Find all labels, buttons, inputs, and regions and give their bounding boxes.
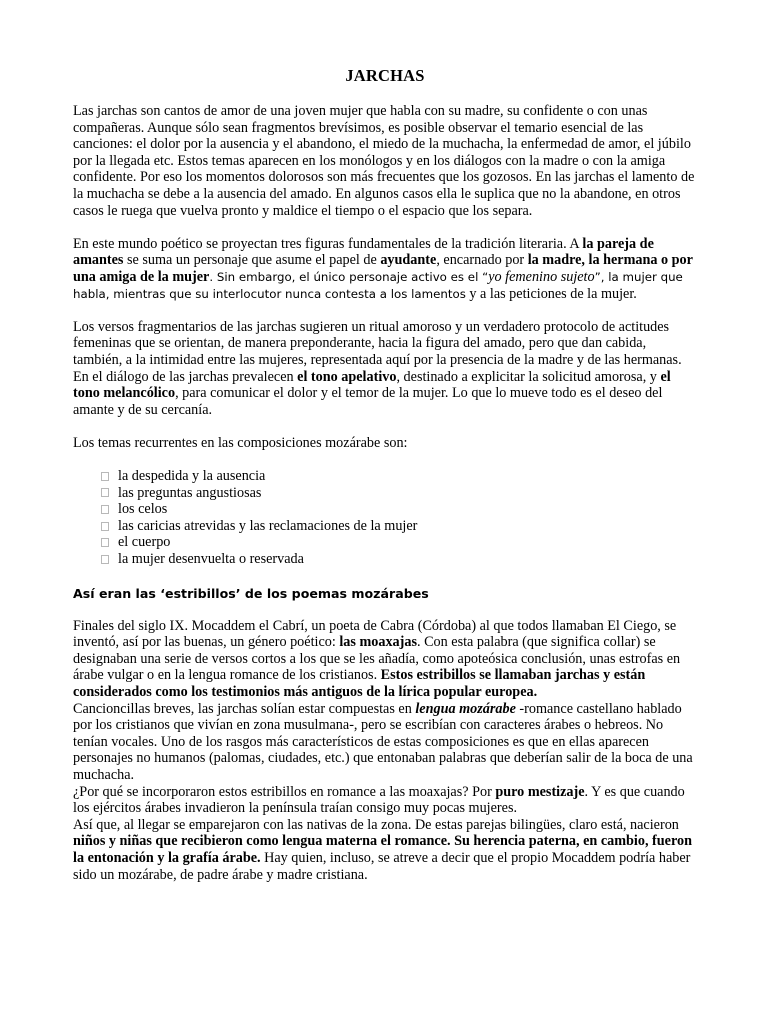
document-page bbox=[73, 66, 697, 883]
list-item: la mujer desenvuelta o reservada bbox=[101, 551, 697, 568]
checkbox-bullet-icon bbox=[101, 538, 109, 547]
checkbox-bullet-icon bbox=[101, 488, 109, 497]
checkbox-bullet-icon bbox=[101, 505, 109, 514]
herencia-paragraph: Así que, al llegar se emparejaron con las nativas de la zona. De estas parejas bilingües, claro está, nacieron niños y niñas que recibieron como lengua materna el romance. Su herencia paterna, en cambio, fueron la entonación y la grafía árabe. Hay quien, incluso, se atreve a decir que el propio Mocaddem podría haber sido un mozárabe, de padre árabe y madre cristiana. bbox=[73, 816, 692, 883]
moaxajas-paragraph: Finales del siglo IX. Mocaddem el Cabrí, un poeta de Cabra (Córdoba) al que todos llamaban El Ciego, se inventó, así por las buenas, un género poético: las moaxajas. Con esta palabra (que significa collar) se designaban una serie de versos cortos a los que se les añadía, como apoteósica conclusión, unas estrofas en árabe vulgar o en la lengua romance de los cristianos. Estos estribillos se llamaban jarchas y están considerados como los testimonios más antiguos de la lírica popular europea. bbox=[73, 617, 681, 700]
list-item: los celos bbox=[101, 501, 697, 518]
list-item: las caricias atrevidas y las reclamaciones de la mujer bbox=[101, 518, 697, 535]
themes-intro: Los temas recurrentes en las composiciones mozárabe son: bbox=[73, 434, 408, 451]
mozarabe-paragraph: Cancioncillas breves, las jarchas solían estar compuestas en lengua mozárabe -romance castellano hablado por los cristianos que vivían en zona musulmana-, pero se escribían con caracteres árabes o hebreos. No tenían vocales. Uno de los rasgos más característicos de estas composiciones es que en ellas aparecen personajes no humanos (palomas, ciudades, etc.) que entonaban palabras que deberían salir de la boca de una muchacha. bbox=[73, 700, 693, 783]
list-item: las preguntas angustiosas bbox=[101, 485, 697, 502]
themes-list bbox=[73, 468, 697, 568]
figures-paragraph: En este mundo poético se proyectan tres figuras fundamentales de la tradición literaria. A la pareja de amantes se suma un personaje que asume el papel de ayudante, encarnado por la madre, la hermana o por una amiga de la mujer. Sin embargo, el único personaje activo es el “yo femenino sujeto”, la mujer que habla, mientras que su interlocutor nunca contesta a los lamentos y a las peticiones de la mujer. bbox=[73, 235, 693, 302]
section-heading: Así eran las ‘estribillos’ de los poemas mozárabes bbox=[73, 585, 429, 601]
mestizaje-paragraph: ¿Por qué se incorporaron estos estribillos en romance a las moaxajas? Por puro mestizaje. Y es que cuando los ejércitos árabes invadieron la península traían consigo muy pocas mujeres. bbox=[73, 783, 685, 817]
checkbox-bullet-icon bbox=[101, 472, 109, 481]
document-title: JARCHAS bbox=[345, 66, 425, 85]
intro-paragraph: Las jarchas son cantos de amor de una joven mujer que habla con su madre, su confidente o con unas compañeras. Aunque sólo sean fragmentos brevísimos, es posible observar el temario esencial de las canciones: el dolor por la ausencia y el abandono, el miedo de la muchacha, la enfermedad de amor, el júbilo por la llegada etc. Estos temas aparecen en los monólogos y en los diálogos con la madre o con la amiga confidente. Por eso los momentos dolorosos son más frecuentes que los gozosos. En las jarchas el lamento de la muchacha se debe a la ausencia del amado. En algunos casos ella le suplica que no la abandone, en otros casos le ruega que vuelva pronto y maldice el tiempo o el espacio que los separa. bbox=[73, 103, 695, 219]
ritual-paragraph: Los versos fragmentarios de las jarchas sugieren un ritual amoroso y un verdadero protocolo de actitudes femeninas que se orientan, de manera preponderante, hacia la figura del amado, pero que dan cabida, también, a la intimidad entre las mujeres, representada aquí por la presencia de la madre y de las hermanas. En el diálogo de las jarchas prevalecen el tono apelativo, destinado a explicitar la solicitud amorosa, y el tono melancólico, para comunicar el dolor y el temor de la mujer. Lo que lo mueve todo es el deseo del amante y de su cercanía. bbox=[73, 318, 682, 418]
checkbox-bullet-icon bbox=[101, 522, 109, 531]
checkbox-bullet-icon bbox=[101, 555, 109, 564]
list-item: el cuerpo bbox=[101, 534, 697, 551]
list-item: la despedida y la ausencia bbox=[101, 468, 697, 485]
